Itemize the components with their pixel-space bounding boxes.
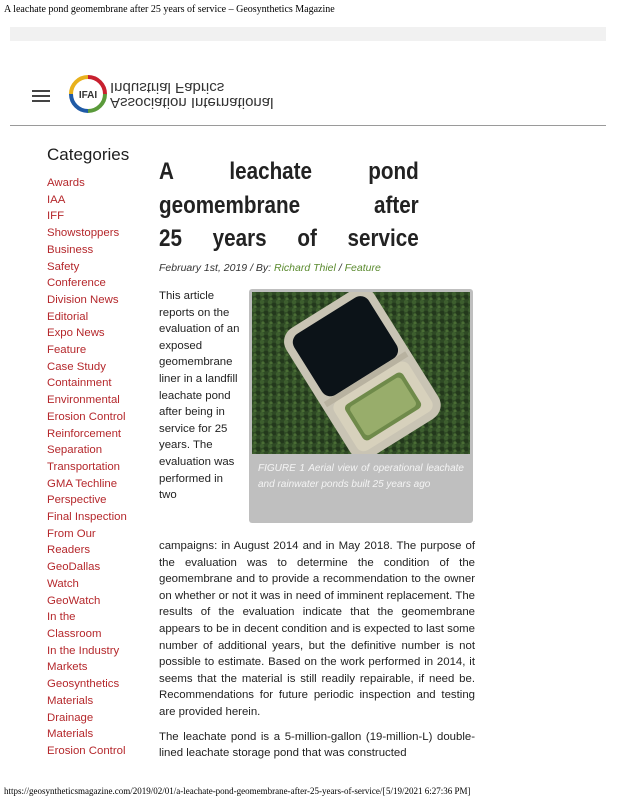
category-link[interactable]: Containment bbox=[47, 377, 112, 390]
category-link[interactable]: Perspective bbox=[47, 494, 107, 507]
category-link[interactable]: Case Study bbox=[47, 360, 106, 373]
top-strip bbox=[10, 27, 606, 41]
category-link[interactable]: Markets bbox=[47, 661, 88, 674]
category-link[interactable]: Safety bbox=[47, 260, 80, 273]
category-link[interactable]: Business bbox=[47, 243, 94, 256]
article-body bbox=[159, 538, 475, 770]
category-link[interactable]: In the Industry bbox=[47, 644, 120, 657]
article-figure bbox=[249, 289, 473, 523]
category-link[interactable]: Final Inspection bbox=[47, 511, 127, 524]
category-link[interactable]: GeoWatch bbox=[47, 594, 101, 607]
print-page-title: A leachate pond geomembrane after 25 years of service – Geosynthetics Magazine bbox=[4, 4, 335, 15]
category-list bbox=[47, 175, 147, 760]
intro-text: This article reports on the evaluation of an exposed geomembrane liner in a landfill leachate pond after being in service for 25 years. The evaluation was performed in two bbox=[159, 290, 240, 502]
site-logo[interactable] bbox=[68, 74, 288, 114]
body-paragraph: The leachate pond is a 5-million-gallon (19-million-L) double-lined leachate storage pond that was constructed bbox=[159, 730, 475, 760]
category-link[interactable]: Awards bbox=[47, 177, 85, 189]
title-line: A leachate pond bbox=[159, 158, 419, 185]
category-link[interactable]: Reinforcement bbox=[47, 427, 122, 440]
print-footer-url: https://geosyntheticsmagazine.com/2019/02/01/a-leachate-pond-geomembrane-after-25-years-of-service/[ bbox=[4, 786, 386, 796]
category-link[interactable]: Drainage bbox=[47, 711, 94, 724]
logo-line-1: Industrial Fabrics bbox=[110, 79, 225, 96]
figure-caption: FIGURE 1 Aerial view of operational leachate and rainwater ponds built 25 years ago bbox=[258, 463, 464, 490]
category-link[interactable]: Feature bbox=[47, 344, 87, 357]
meta-separator: / bbox=[338, 262, 342, 274]
title-line: 25 years of service bbox=[159, 225, 419, 252]
logo-wordmark bbox=[110, 80, 290, 110]
hamburger-icon[interactable] bbox=[32, 90, 50, 102]
author-link[interactable]: Richard Thiel bbox=[274, 262, 336, 274]
category-tag-link[interactable]: Feature bbox=[344, 262, 381, 274]
category-link[interactable]: GMA Techline bbox=[47, 477, 118, 490]
category-link[interactable]: Watch bbox=[47, 577, 79, 590]
category-link[interactable]: Environmental bbox=[47, 394, 120, 407]
site-header bbox=[10, 62, 606, 126]
article-title bbox=[159, 155, 419, 256]
category-link[interactable]: Division News bbox=[47, 293, 119, 306]
category-link[interactable]: Readers bbox=[47, 544, 91, 557]
category-link[interactable]: IAA bbox=[47, 193, 66, 206]
sidebar-heading: Categories bbox=[47, 145, 130, 164]
print-footer-timestamp: 5/19/2021 6:27:36 PM] bbox=[386, 786, 471, 796]
category-link[interactable]: IFF bbox=[47, 210, 65, 223]
aerial-pond-photo bbox=[252, 292, 470, 454]
logo-mark: IFAI bbox=[78, 90, 98, 101]
article bbox=[159, 155, 475, 760]
title-line: geomembrane after bbox=[159, 191, 419, 219]
publish-date: February 1st, 2019 bbox=[159, 262, 248, 274]
category-link[interactable]: Editorial bbox=[47, 310, 89, 323]
logo-line-2: Association International bbox=[110, 94, 274, 111]
ifai-logo-icon bbox=[68, 74, 108, 114]
article-meta bbox=[159, 262, 381, 274]
category-link[interactable]: Conference bbox=[47, 277, 106, 290]
category-link[interactable]: Separation bbox=[47, 444, 103, 457]
category-link[interactable]: Classroom bbox=[47, 627, 102, 640]
category-link[interactable]: Expo News bbox=[47, 327, 105, 340]
sidebar bbox=[47, 145, 147, 760]
category-link[interactable]: From Our bbox=[47, 527, 96, 540]
category-link[interactable]: Erosion Control bbox=[47, 744, 126, 757]
category-link[interactable]: Transportation bbox=[47, 460, 121, 473]
body-paragraph: campaigns: in August 2014 and in May 2018. The purpose of the evaluation was to determine the condition of the geomembrane and to provide a recommendation to the owner on whether or not it was in need of imminent replacement. The results of the evaluation indicate that the geomembrane appears to be in decent condition and is expected to last some number of additional years, but the definitive number is not possible to estimate. Based on the work performed in 2014, it seems that the material is still readily repairable, if need be. Recommendations for future periodic inspection and testing are provided herein. bbox=[159, 540, 475, 718]
category-link[interactable]: Showstoppers bbox=[47, 227, 120, 240]
byline-label: / By: bbox=[250, 262, 272, 274]
category-link[interactable]: GeoDallas bbox=[47, 561, 101, 574]
category-link[interactable]: Materials bbox=[47, 694, 94, 707]
category-link[interactable]: In the bbox=[47, 611, 76, 624]
category-link[interactable]: Erosion Control bbox=[47, 410, 126, 423]
category-link[interactable]: Geosynthetics bbox=[47, 678, 120, 691]
category-link[interactable]: Materials bbox=[47, 728, 94, 741]
